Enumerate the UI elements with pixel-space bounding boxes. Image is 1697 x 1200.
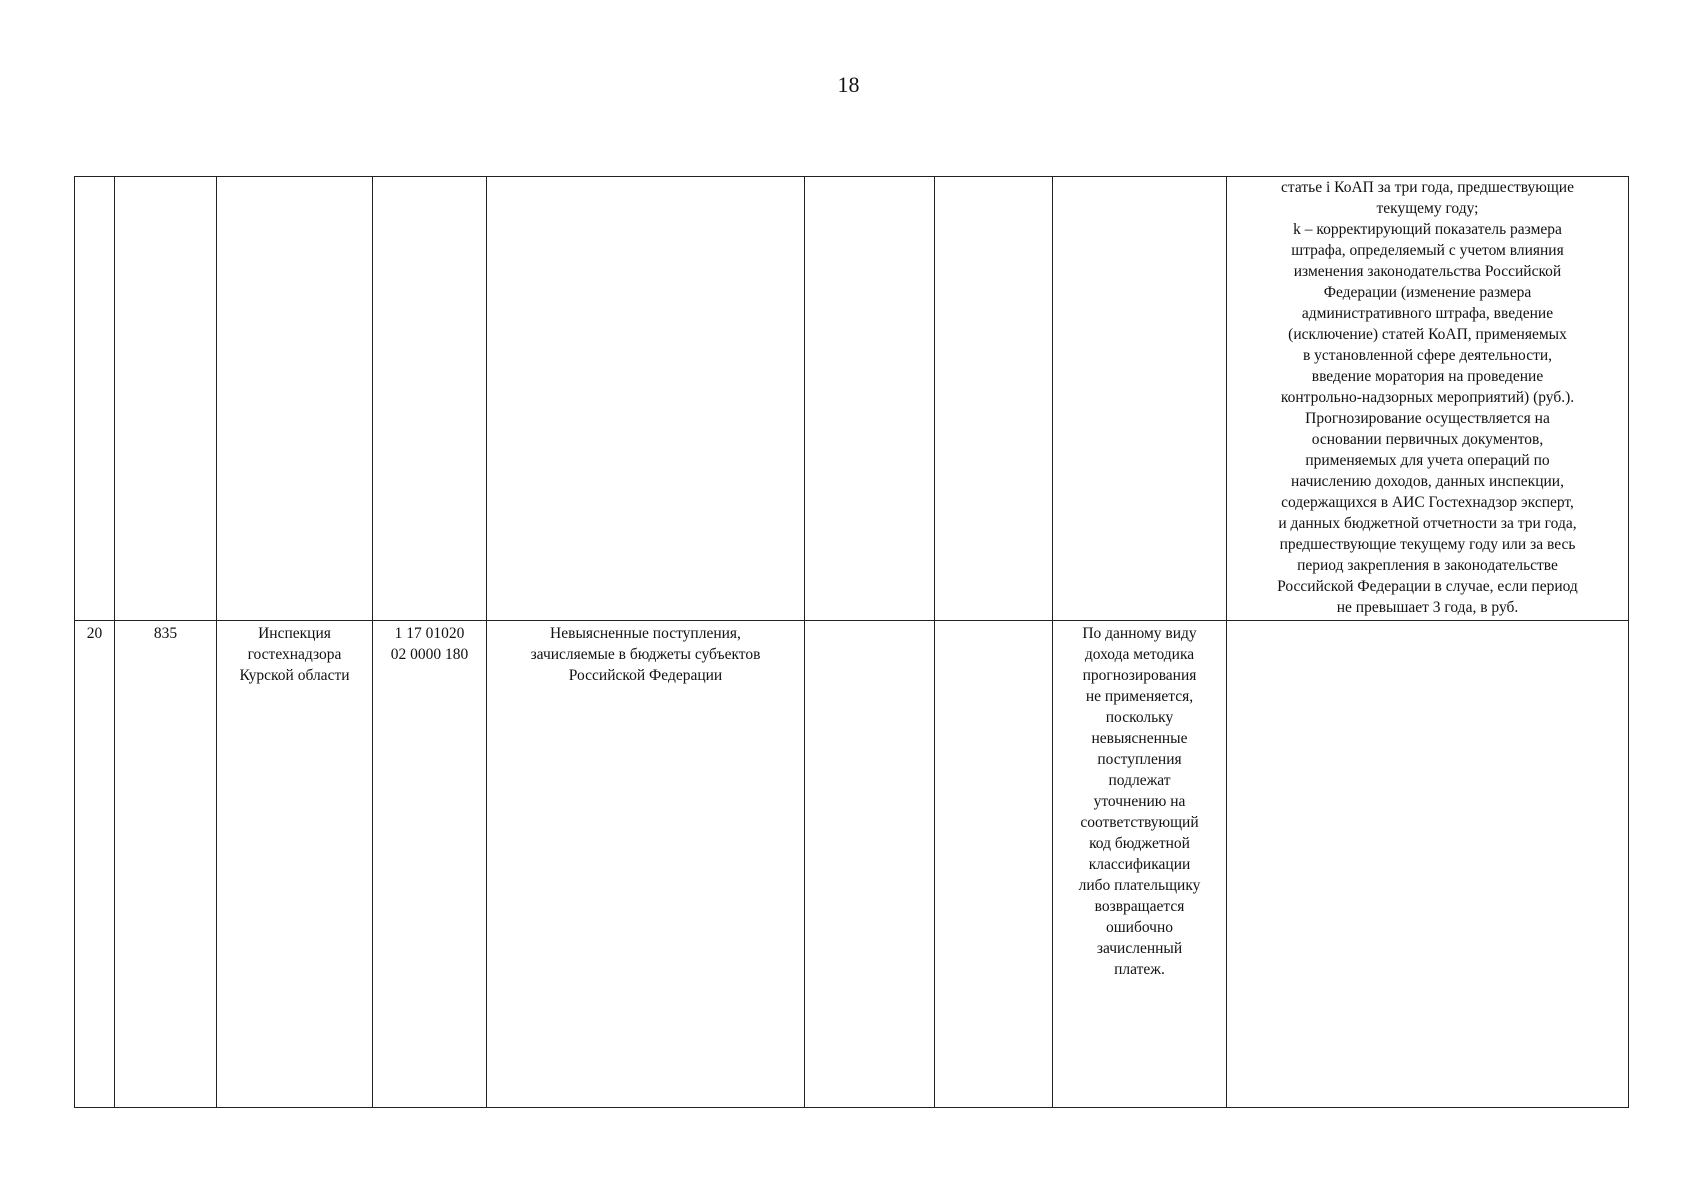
methodology-line: Прогнозирование осуществляется на xyxy=(1305,410,1550,427)
table-row-continuation xyxy=(75,177,1629,621)
cell-administrator xyxy=(217,621,373,1108)
kbk-line: 02 0000 180 xyxy=(390,646,469,663)
methodology-line: основании первичных документов, xyxy=(1311,431,1544,448)
methodology-line: статье i КоАП за три года, предшествующие xyxy=(1281,179,1574,196)
methodology-line: введение моратория на проведение xyxy=(1311,368,1544,385)
method-note-line: платеж. xyxy=(1114,961,1165,978)
method-note-line: поступления xyxy=(1097,751,1182,768)
cell-col7 xyxy=(935,621,1053,1108)
methodology-line: содержащихся в АИС Гостехнадзор эксперт, xyxy=(1281,494,1574,511)
methodology-line: период закрепления в законодательстве xyxy=(1297,557,1558,574)
methodology-line: штрафа, определяемый с учетом влияния xyxy=(1291,242,1564,259)
methodology-line: административного штрафа, введение xyxy=(1301,305,1554,322)
table-row-20 xyxy=(75,621,1629,1108)
cell-method-note xyxy=(1053,621,1227,1108)
method-note-line: поскольку xyxy=(1105,709,1174,726)
kbk-line: 1 17 01020 xyxy=(394,625,465,642)
method-note-line: дохода методика xyxy=(1084,646,1195,663)
method-note-line: не применяется, xyxy=(1085,688,1194,705)
method-note-line: возвращается xyxy=(1094,898,1185,915)
administrator-line: Курской области xyxy=(239,667,350,684)
cell-number: 20 xyxy=(75,621,115,1108)
cell-administrator xyxy=(217,177,373,621)
cell-kbk xyxy=(373,621,487,1108)
page-number: 18 xyxy=(837,72,860,97)
method-note-line: код бюджетной xyxy=(1089,835,1190,852)
method-note-line: соответствующий xyxy=(1080,814,1199,831)
methodology-line: применяемых для учета операций по xyxy=(1305,452,1550,469)
methodology-line: не превышает 3 года, в руб. xyxy=(1336,599,1519,616)
method-note-line: зачисленный xyxy=(1096,940,1183,957)
income-name-line: Российской Федерации xyxy=(568,667,723,684)
methodology-line: контрольно-надзорных мероприятий) (руб.). xyxy=(1280,389,1575,406)
income-name-line: Невыясненные поступления, xyxy=(550,625,741,642)
method-note-line: прогнозирования xyxy=(1082,667,1197,684)
cell-income-name xyxy=(487,621,805,1108)
cell-method-note xyxy=(1053,177,1227,621)
cell-number xyxy=(75,177,115,621)
income-name-line: зачисляемые в бюджеты субъектов xyxy=(530,646,761,663)
cell-code: 835 xyxy=(115,621,217,1108)
methodology-line: Российской Федерации в случае, если период xyxy=(1277,578,1578,595)
cell-income-name xyxy=(487,177,805,621)
method-note-line: ошибочно xyxy=(1105,919,1174,936)
method-note-line: либо плательщику xyxy=(1078,877,1201,894)
methodology-line: текущему году; xyxy=(1376,200,1479,217)
method-note-line: классификации xyxy=(1088,856,1191,873)
cell-methodology xyxy=(1227,621,1629,1108)
methodology-line: Федерации (изменение размера xyxy=(1323,284,1532,301)
method-note-line: подлежат xyxy=(1108,772,1171,789)
methodology-line: начислению доходов, данных инспекции, xyxy=(1291,473,1564,490)
methodology-line: k – корректирующий показатель размера xyxy=(1293,221,1562,238)
administrator-line: Инспекция xyxy=(258,625,331,642)
method-note-line: невыясненные xyxy=(1091,730,1188,747)
methodology-line: изменения законодательства Российской xyxy=(1293,263,1562,280)
methodology-line: предшествующие текущему году или за весь xyxy=(1279,536,1576,553)
forecast-methodology-table xyxy=(74,176,1629,1108)
methodology-line: и данных бюджетной отчетности за три года, xyxy=(1278,515,1577,532)
cell-col6 xyxy=(805,177,935,621)
cell-col6 xyxy=(805,621,935,1108)
method-note-line: По данному виду xyxy=(1082,625,1197,642)
cell-col7 xyxy=(935,177,1053,621)
cell-methodology xyxy=(1227,177,1629,621)
method-note-line: уточнению на xyxy=(1093,793,1186,810)
methodology-line: (исключение) статей КоАП, применяемых xyxy=(1288,326,1567,343)
cell-code xyxy=(115,177,217,621)
cell-kbk xyxy=(373,177,487,621)
administrator-line: гостехнадзора xyxy=(247,646,342,663)
methodology-line: в установленной сфере деятельности, xyxy=(1302,347,1553,364)
